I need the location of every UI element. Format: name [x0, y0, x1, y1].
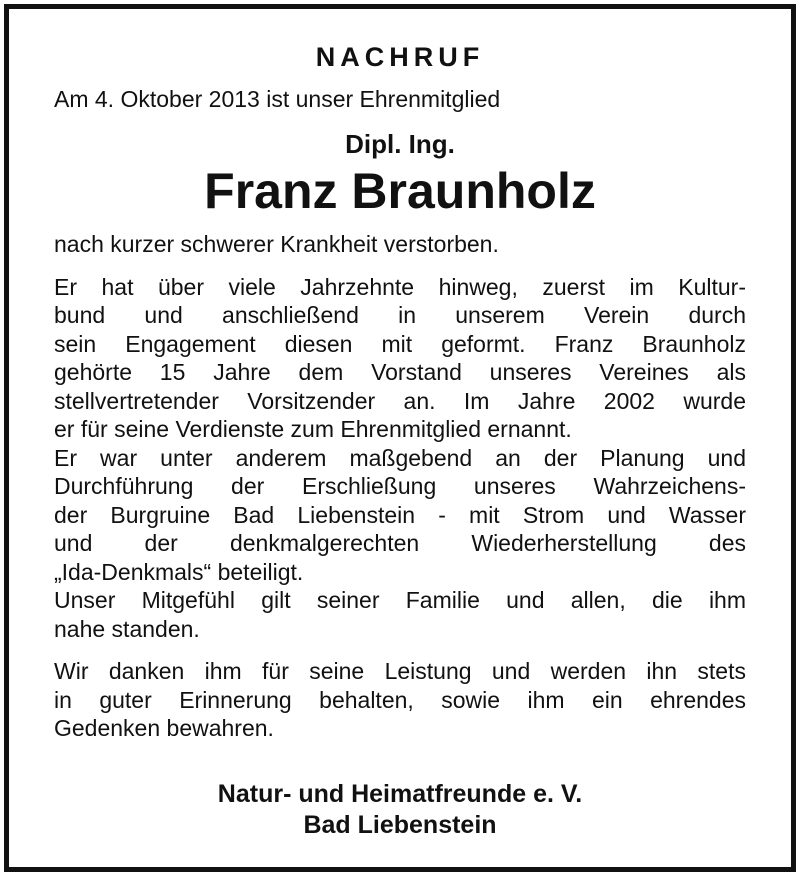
text-line: Unser Mitgefühl gilt seiner Familie und allen, die ihm	[54, 587, 746, 613]
paragraph-condolence	[54, 586, 746, 643]
text-line: Durchführung der Erschließung unseres Wahrzeichens-	[54, 473, 746, 499]
text-line: Er hat über viele Jahrzehnte hinweg, zuerst im Kultur-	[54, 273, 746, 300]
paragraph-thanks	[54, 657, 746, 743]
academic-title: Dipl. Ing.	[345, 129, 455, 159]
text-line: Wir danken ihm für seine Leistung und werden ihn stets	[54, 658, 746, 684]
text-line: bund und anschließend in unserem Verein durch	[54, 302, 746, 328]
text-line: in guter Erinnerung behalten, sowie ihm ein ehrendes	[54, 686, 746, 713]
passed-text: nach kurzer schwerer Krankheit verstorben.	[54, 231, 499, 257]
text-line: stellvertretender Vorsitzender an. Im Jahre 2002 wurde	[54, 387, 746, 414]
deceased-name: Franz Braunholz	[204, 163, 596, 219]
text-line: sein Engagement diesen mit geformt. Franz Braunholz	[54, 330, 746, 357]
obituary-content	[54, 40, 746, 841]
paragraph-career	[54, 273, 746, 444]
paragraph-merits	[54, 444, 746, 587]
text-line: Gedenken bewahren.	[54, 715, 274, 741]
text-line: Er war unter anderem maßgebend an der Planung und	[54, 444, 746, 471]
text-line: nahe standen.	[54, 615, 200, 642]
text-line: der Burgruine Bad Liebenstein - mit Strom und Wasser	[54, 501, 746, 528]
intro-text: Am 4. Oktober 2013 ist unser Ehrenmitglied	[54, 86, 501, 112]
text-line: „Ida-Denkmals“ beteiligt.	[54, 558, 304, 585]
organization-name: Natur- und Heimatfreunde e. V.	[217, 779, 583, 808]
organization-location: Bad Liebenstein	[303, 810, 497, 839]
text-line: und der denkmalgerechten Wiederherstellung des	[54, 530, 746, 556]
text-line: gehörte 15 Jahre dem Vorstand unseres Vereines als	[54, 359, 746, 385]
text-line: er für seine Verdienste zum Ehrenmitglied ernannt.	[54, 416, 572, 442]
obituary-heading: NACHRUF	[315, 42, 485, 72]
